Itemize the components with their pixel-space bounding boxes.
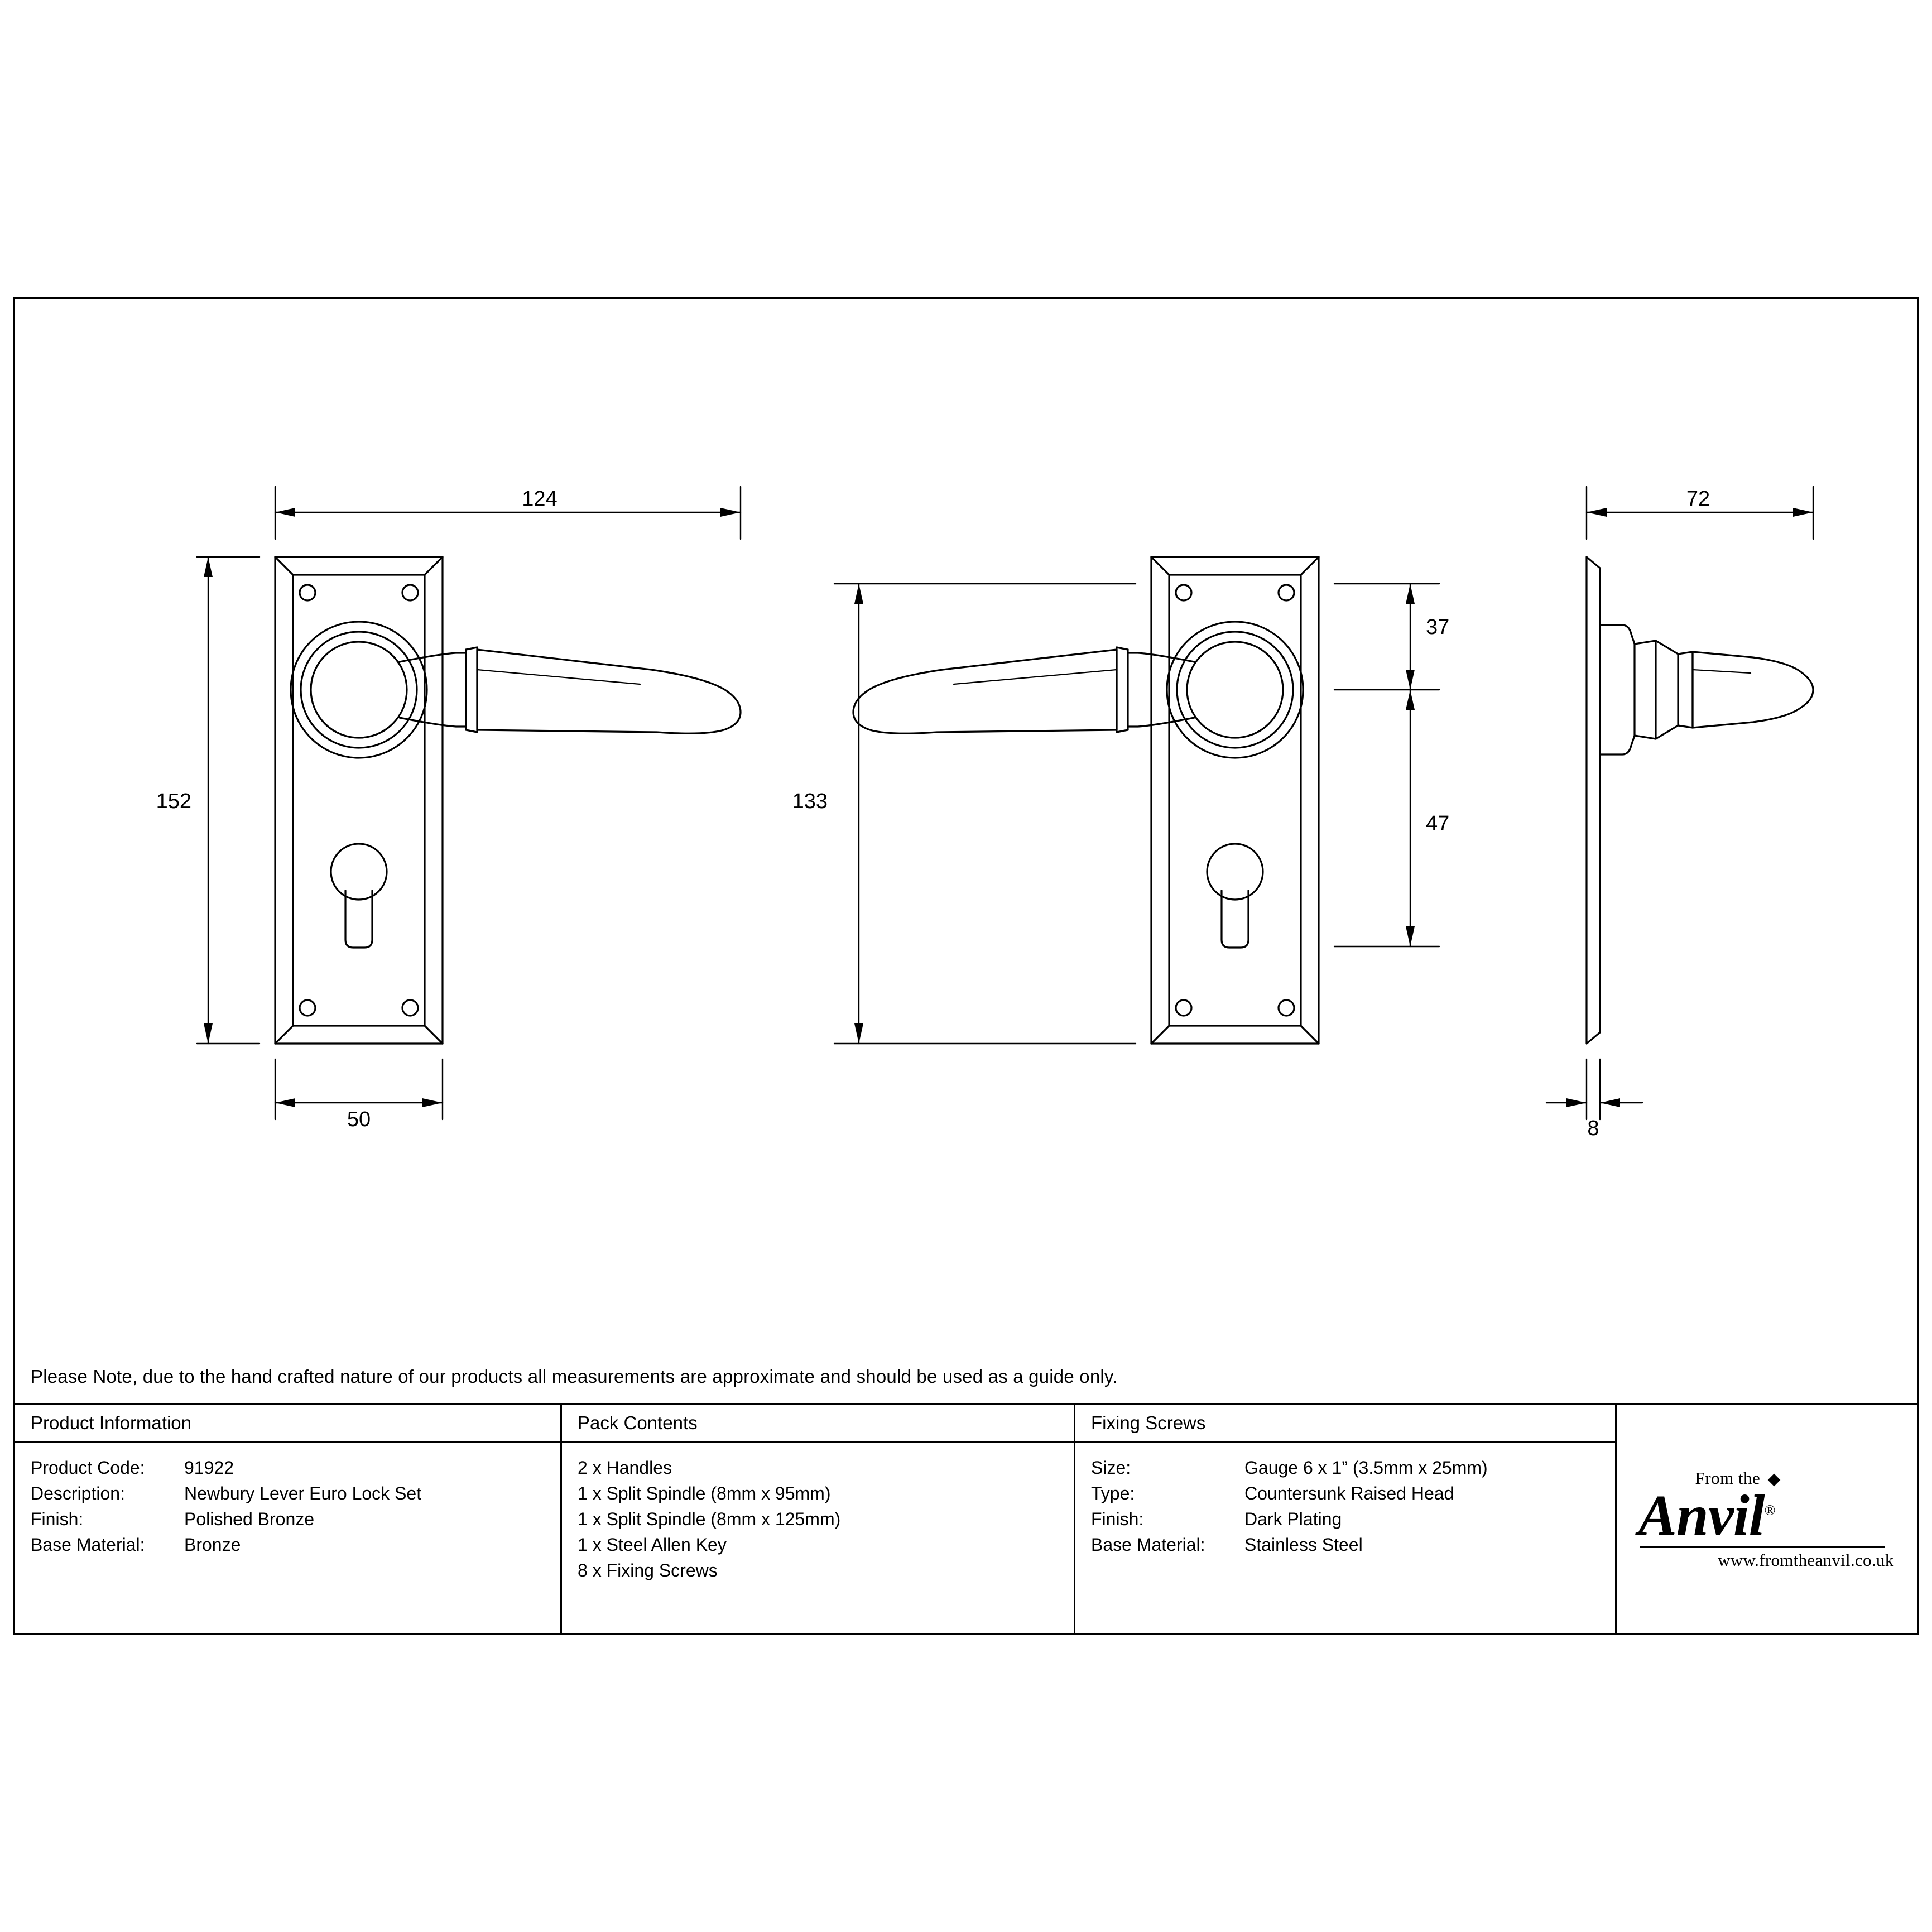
registered-trademark-icon: ® (1764, 1502, 1775, 1518)
pack-contents-item: 2 x Handles (578, 1458, 672, 1478)
finish-row (31, 1506, 545, 1532)
dimension-152 (197, 557, 259, 1044)
product-code-row (31, 1455, 545, 1481)
screw-type-key: Type: (1091, 1483, 1135, 1503)
product-information-heading: Product Information (15, 1405, 560, 1443)
dimension-label-47: 47 (1426, 812, 1450, 835)
dimension-label-133: 133 (792, 790, 828, 813)
drawing-frame (13, 297, 1919, 1635)
dimension-label-72: 72 (1686, 487, 1710, 511)
dimension-label-124: 124 (522, 487, 558, 511)
logo-website-url: www.fromtheanvil.co.uk (1718, 1550, 1894, 1570)
logo-tagline-text: From the (1695, 1468, 1761, 1488)
measurement-note: Please Note, due to the hand crafted nature of our products all measurements are approximate and should be used as a guide only. (15, 1350, 1917, 1405)
screw-size-value: Gauge 6 x 1” (3.5mm x 25mm) (1244, 1458, 1488, 1478)
dimension-47 (1334, 690, 1439, 946)
dimension-124 (275, 487, 741, 539)
view-front-left-hand (197, 487, 741, 1119)
screw-size-key: Size: (1091, 1458, 1131, 1478)
pack-contents-heading: Pack Contents (562, 1405, 1074, 1443)
description-value: Newbury Lever Euro Lock Set (184, 1483, 422, 1503)
pack-contents-column (562, 1405, 1075, 1633)
product-code-value: 91922 (184, 1458, 234, 1478)
screw-base-material-value: Stainless Steel (1244, 1535, 1363, 1555)
logo-brand (1638, 1483, 1897, 1547)
fixing-screws-heading: Fixing Screws (1075, 1405, 1615, 1443)
diamond-icon (1767, 1474, 1780, 1487)
product-code-key: Product Code: (31, 1458, 145, 1478)
view-side (1546, 487, 1813, 1119)
dimension-label-37: 37 (1426, 616, 1450, 639)
dimension-8 (1546, 1059, 1642, 1119)
pack-contents-item: 1 x Split Spindle (8mm x 95mm) (578, 1483, 831, 1503)
screw-base-material-key: Base Material: (1091, 1535, 1205, 1555)
base-material-row (31, 1532, 545, 1558)
screw-type-row (1091, 1481, 1599, 1506)
screw-type-value: Countersunk Raised Head (1244, 1483, 1454, 1503)
base-material-key: Base Material: (31, 1535, 145, 1555)
pack-contents-item: 8 x Fixing Screws (578, 1560, 718, 1580)
view-front-right-hand (834, 557, 1439, 1044)
logo-brand-text: Anvil (1638, 1483, 1765, 1547)
screw-base-material-row (1091, 1532, 1599, 1558)
fixing-screws-column (1075, 1405, 1617, 1633)
brand-logo-cell (1617, 1405, 1915, 1633)
finish-value: Polished Bronze (184, 1509, 315, 1529)
dimension-label-152: 152 (156, 790, 191, 813)
base-material-value: Bronze (184, 1535, 241, 1555)
screw-finish-key: Finish: (1091, 1509, 1144, 1529)
product-information-column (15, 1405, 562, 1633)
description-key: Description: (31, 1483, 125, 1503)
finish-key: Finish: (31, 1509, 84, 1529)
screw-finish-value: Dark Plating (1244, 1509, 1342, 1529)
pack-contents-item: 1 x Split Spindle (8mm x 125mm) (578, 1509, 841, 1529)
screw-size-row (1091, 1455, 1599, 1481)
dimension-label-8: 8 (1587, 1117, 1599, 1140)
dimension-label-50: 50 (347, 1108, 371, 1131)
technical-drawing-svg (15, 299, 1917, 1350)
technical-drawing-area (15, 299, 1917, 1350)
dimension-37 (1334, 584, 1439, 690)
description-row (31, 1481, 545, 1506)
information-table (15, 1350, 1917, 1635)
screw-finish-row (1091, 1506, 1599, 1532)
pack-contents-item: 1 x Steel Allen Key (578, 1535, 727, 1555)
